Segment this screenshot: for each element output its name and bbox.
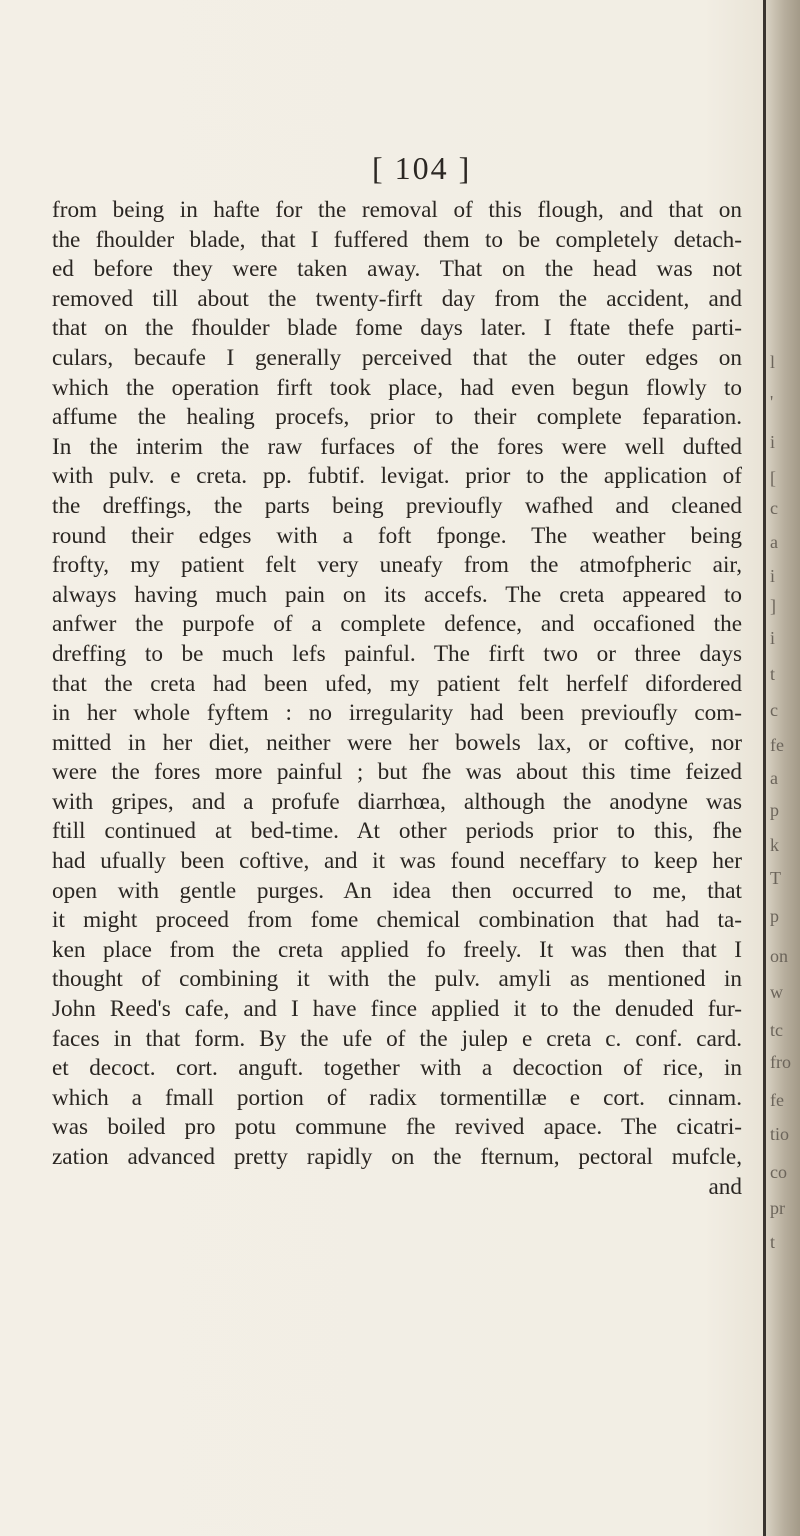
- facing-page-glyph: on: [770, 946, 788, 966]
- gutter-shadow: [763, 0, 766, 1536]
- text-line: and: [708, 1173, 742, 1200]
- facing-page-glyph: tio: [770, 1124, 790, 1144]
- facing-page-glyph: k: [770, 835, 779, 855]
- facing-page-glyph: t: [770, 1232, 776, 1252]
- text-line: the fhoulder blade, that I fuffered them to be completely detach-: [52, 226, 742, 253]
- text-line: In the interim the raw furfaces of the fores were well dufted: [52, 433, 742, 460]
- text-line: had ufually been coftive, and it was found neceffary to keep her: [52, 848, 742, 875]
- text-line: culars, becaufe I generally perceived that the outer edges on: [52, 344, 742, 371]
- text-line: dreffing to be much lefs painful. The firft two or three days: [52, 640, 742, 667]
- facing-page-glyph: T: [770, 868, 781, 888]
- facing-page-glyph: ': [770, 392, 774, 412]
- facing-page-glyph: p: [770, 800, 779, 820]
- text-line: affume the healing procefs, prior to their complete feparation.: [52, 404, 742, 431]
- text-line: the dreffings, the parts being previoufly wafhed and cleaned: [52, 492, 742, 519]
- text-line: John Reed's cafe, and I have fince applied it to the denuded fur-: [52, 996, 742, 1023]
- text-line: always having much pain on its accefs. The creta appeared to: [52, 581, 742, 608]
- text-line: zation advanced pretty rapidly on the fternum, pectoral mufcle,: [52, 1144, 742, 1170]
- facing-page-glyph: t: [770, 664, 776, 684]
- facing-page-glyph: fe: [770, 1090, 784, 1110]
- text-line: thought of combining it with the pulv. amyli as mentioned in: [52, 966, 742, 993]
- text-line: which the operation firft took place, had even begun flowly to: [52, 374, 742, 401]
- text-line: were the fores more painful ; but fhe was about this time feized: [52, 759, 742, 786]
- facing-page-glyph: a: [770, 768, 778, 788]
- facing-page-glyph: a: [770, 532, 778, 552]
- facing-page-glyph: fe: [770, 735, 784, 755]
- text-line: from being in hafte for the removal of this flough, and that on: [52, 197, 742, 223]
- text-line: ftill continued at bed-time. At other periods prior to this, fhe: [52, 818, 742, 845]
- text-line: frofty, my patient felt very uneafy from the atmofpheric air,: [52, 552, 742, 579]
- facing-page-glyph: fro: [770, 1052, 791, 1072]
- facing-page-glyph: l: [770, 352, 776, 372]
- facing-page-glyph: p: [770, 906, 779, 926]
- facing-page-glyph: i: [770, 628, 776, 648]
- text-line: with pulv. e creta. pp. fubtif. levigat. prior to the application of: [52, 463, 742, 490]
- facing-page-glyph: [: [770, 468, 776, 488]
- text-line: ken place from the creta applied fo freely. It was then that I: [52, 936, 742, 963]
- facing-page-glyph: c: [770, 498, 778, 518]
- facing-page-glyph: i: [770, 432, 776, 452]
- facing-page-glyph: co: [770, 1162, 787, 1182]
- facing-page-glyph: i: [770, 566, 776, 586]
- text-line: anfwer the purpofe of a complete defence, and occafioned the: [52, 611, 742, 638]
- text-line: removed till about the twenty-firft day from the accident, and: [52, 285, 742, 312]
- text-line: faces in that form. By the ufe of the julep e creta c. conf. card.: [52, 1025, 742, 1052]
- facing-page-glyph: tc: [770, 1020, 783, 1040]
- text-line: open with gentle purges. An idea then occurred to me, that: [52, 877, 742, 904]
- text-line: that the creta had been ufed, my patient felt herfelf difordered: [52, 670, 742, 697]
- text-line: mitted in her diet, neither were her bowels lax, or coftive, nor: [52, 729, 742, 756]
- body-text: [52, 196, 742, 1202]
- text-line: with gripes, and a profufe diarrhœa, although the anodyne was: [52, 788, 742, 815]
- facing-page-glyph: c: [770, 700, 778, 720]
- text-line: et decoct. cort. anguft. together with a decoction of rice, in: [52, 1055, 742, 1082]
- text-line: that on the fhoulder blade fome days later. I ftate thefe parti-: [52, 315, 742, 342]
- text-line: which a fmall portion of radix tormentillæ e cort. cinnam.: [52, 1084, 742, 1111]
- facing-page-glyph: w: [770, 982, 783, 1002]
- text-line: in her whole fyftem : no irregularity had been previoufly com-: [52, 700, 742, 727]
- text-line: round their edges with a foft fponge. The weather being: [52, 522, 742, 549]
- facing-page-glyph: pr: [770, 1198, 785, 1218]
- text-line: was boiled pro potu commune fhe revived apace. The cicatri-: [52, 1114, 742, 1141]
- page-number: [ 104 ]: [372, 150, 472, 186]
- facing-page-glyph: ]: [770, 596, 776, 616]
- text-line: ed before they were taken away. That on the head was not: [52, 256, 742, 283]
- text-line: it might proceed from fome chemical combination that had ta-: [52, 907, 742, 934]
